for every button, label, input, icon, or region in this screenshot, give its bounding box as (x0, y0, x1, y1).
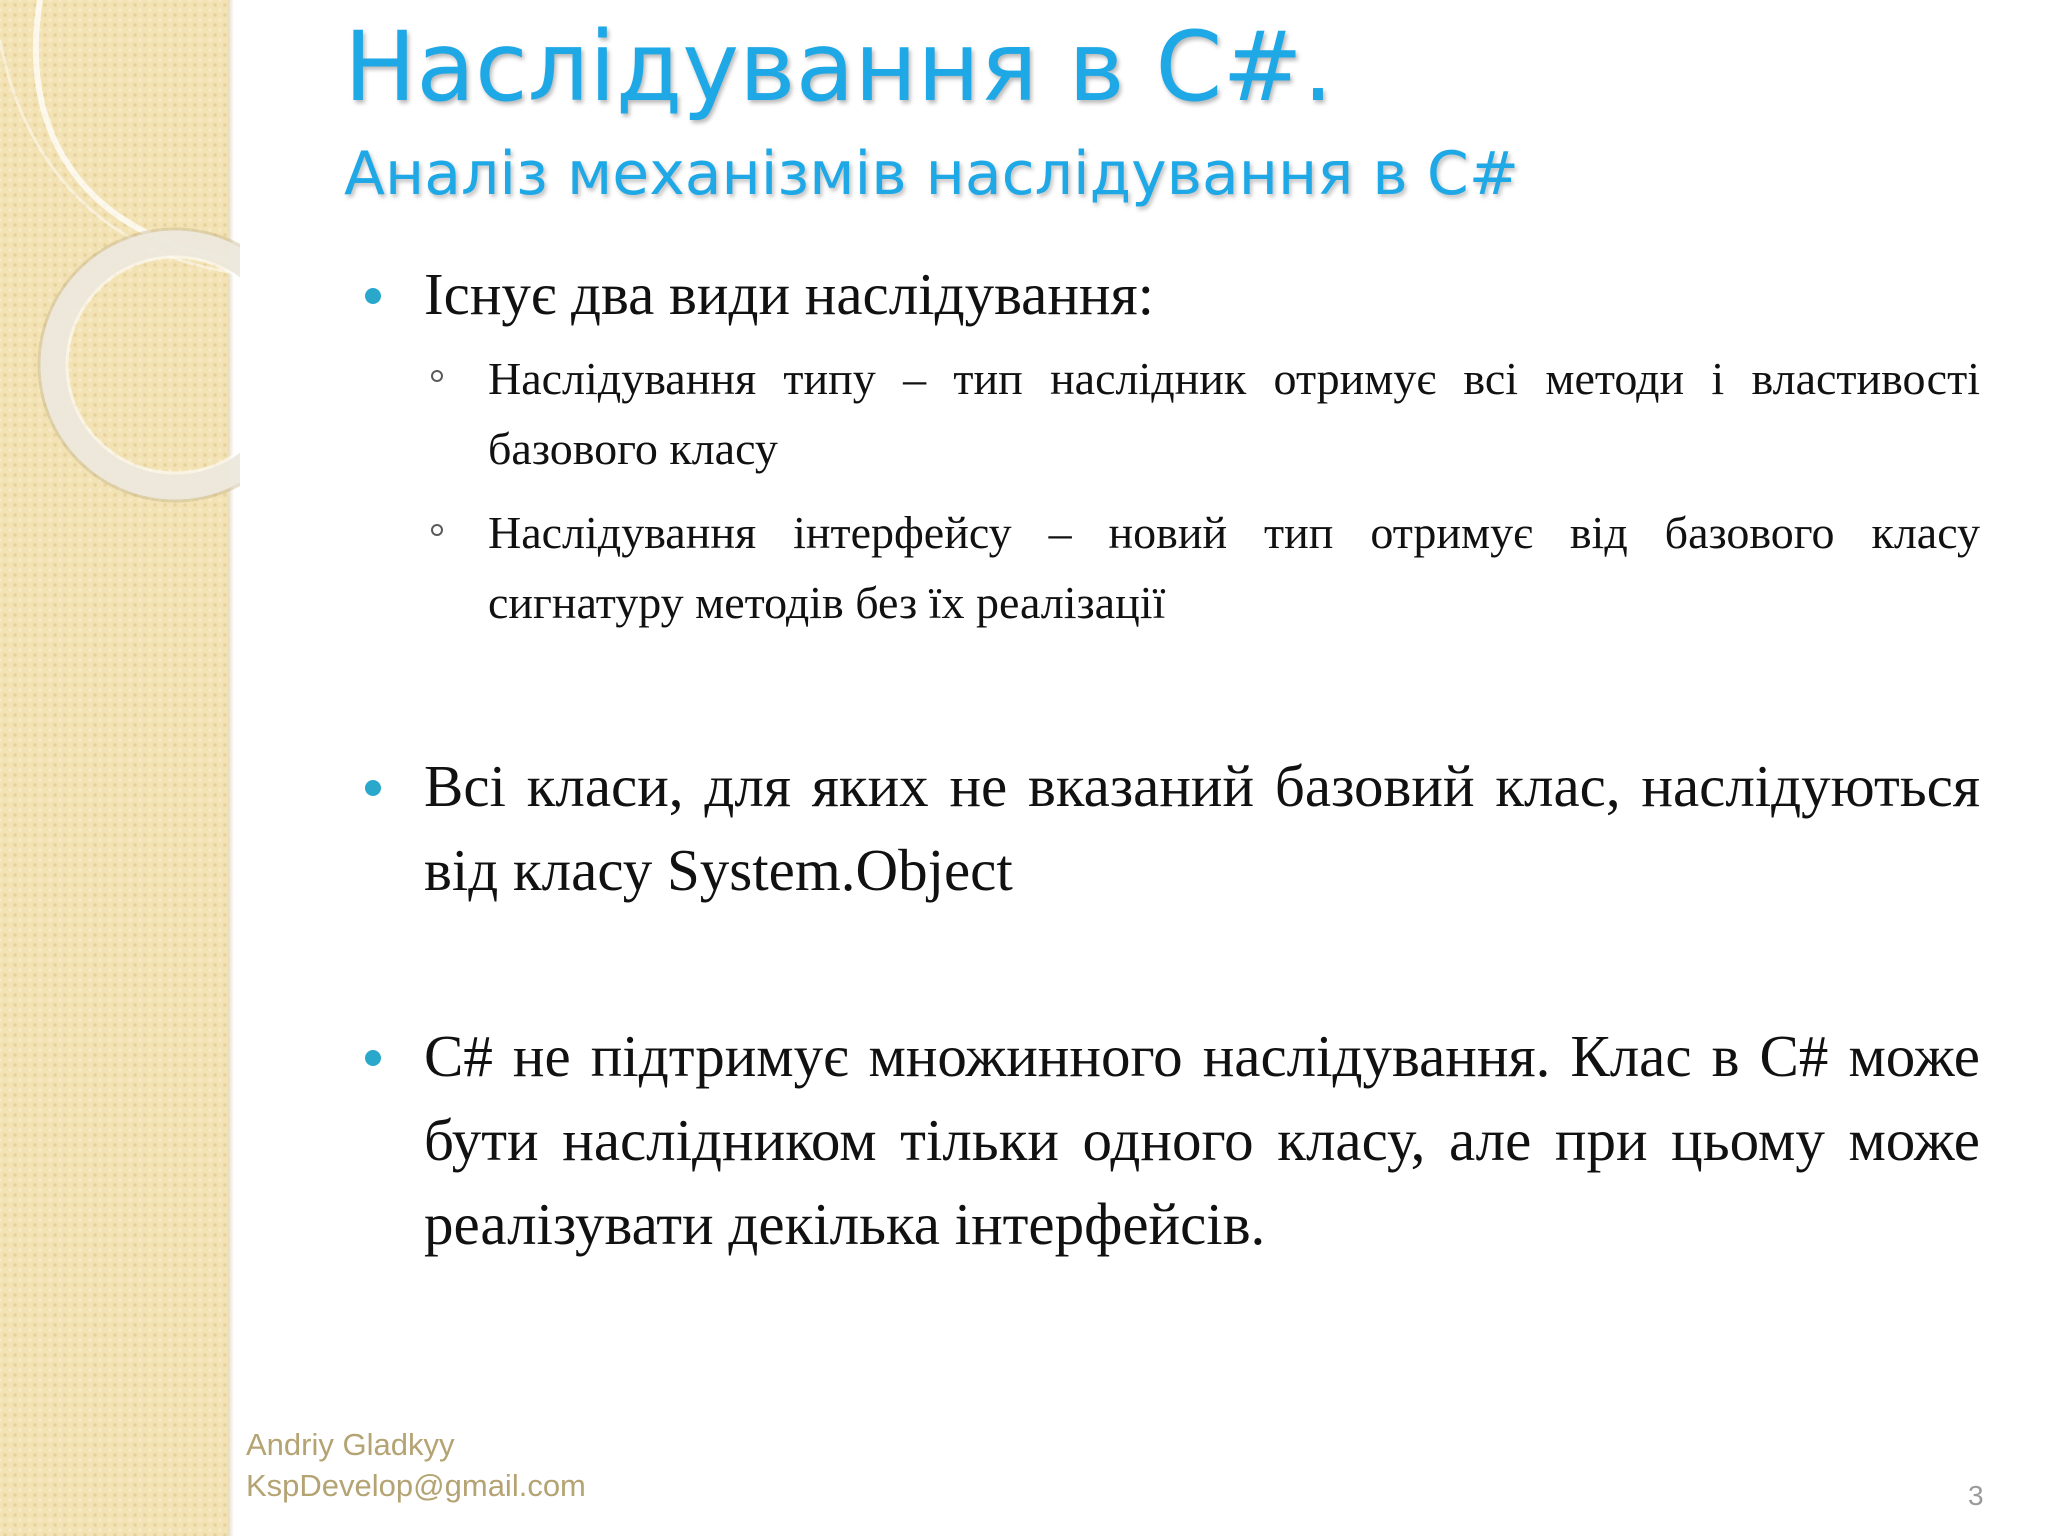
slide-content (424, 252, 1980, 1266)
page-number: 3 (1968, 1480, 1984, 1511)
circle-bullet-icon (431, 524, 443, 536)
bullet-text: Всі класи, для яких не вказаний базовий клас, наслідуються від класу System.Object (424, 753, 1980, 903)
sub-bullet-text: Наслідування інтерфейсу – новий тип отримує від базового класу сигнатуру методів без їх реалізації (488, 507, 1980, 628)
sub-bullet-item (488, 498, 1980, 638)
bullet-item (424, 252, 1980, 336)
decorative-wave-arc (36, 0, 230, 260)
bullet-item (424, 1014, 1980, 1266)
decorative-ring-outer (53, 243, 240, 487)
sub-bullet-item (488, 344, 1980, 484)
decorative-circles (0, 0, 240, 560)
circle-bullet-icon (431, 370, 443, 382)
bullet-dot-icon (365, 780, 381, 796)
footer-author: Andriy Gladkyy (246, 1427, 455, 1462)
slide-title: Наслідування в С#. (344, 11, 1334, 123)
bullet-dot-icon (365, 1050, 381, 1066)
decorative-ring-shadow (39, 229, 240, 501)
sub-bullet-text: Наслідування типу – тип наслідник отримує всі методи і властивості базового класу (488, 353, 1980, 474)
bullet-dot-icon (365, 288, 381, 304)
bullet-text: Існує два види наслідування: (424, 261, 1155, 327)
slide-subtitle: Аналіз механізмів наслідування в С# (344, 139, 1520, 209)
bullet-item (424, 744, 1980, 912)
footer-email: KspDevelop@gmail.com (246, 1468, 586, 1503)
bullet-text: С# не підтримує множинного наслідування. Клас в С# може бути наслідником тільки одного класу, але при цьому може реалізувати декілька інтерфейсів. (424, 1023, 1980, 1257)
